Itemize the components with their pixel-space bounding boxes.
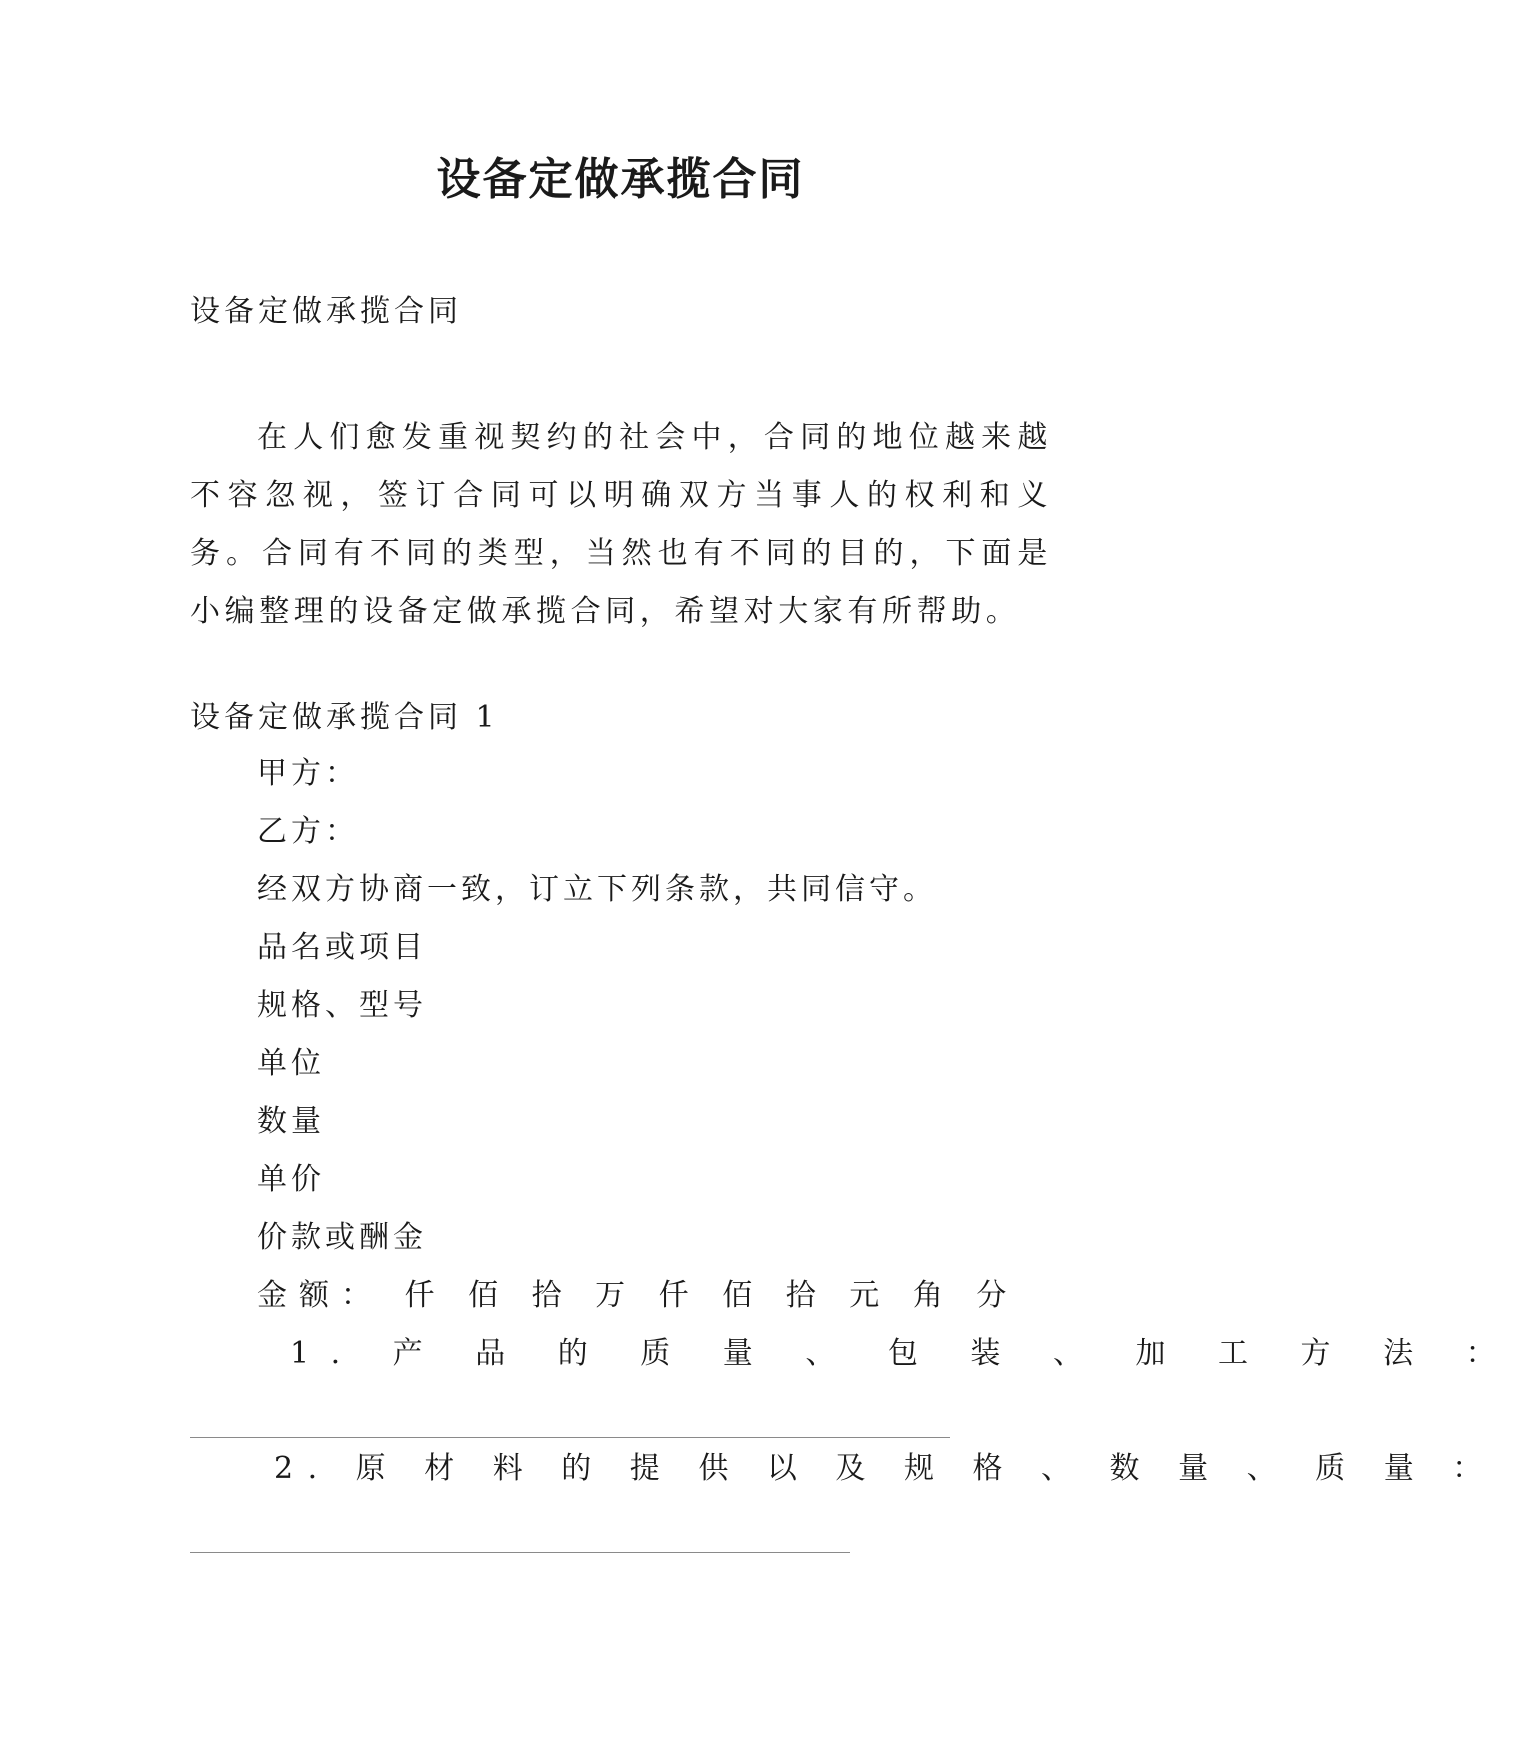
document-subtitle: 设备定做承揽合同 (190, 294, 462, 329)
item-name-label: 品名或项目 (257, 930, 427, 965)
clause-1-blank-line (190, 1437, 950, 1438)
quantity-label: 数量 (257, 1104, 325, 1139)
spec-model-label: 规格、型号 (257, 988, 427, 1023)
document-title: 设备定做承揽合同 (436, 154, 805, 205)
agreement-statement: 经双方协商一致，订立下列条款，共同信守。 (257, 872, 937, 907)
clause-1: 1. 产 品 的 质 量 、 包 装 、 加 工 方 法 ： (290, 1336, 1517, 1371)
unit-price-label: 单价 (257, 1162, 325, 1197)
party-a-label: 甲方： (257, 756, 359, 791)
unit-label: 单位 (257, 1046, 325, 1081)
payment-label: 价款或酬金 (257, 1220, 427, 1255)
intro-paragraph: 在人们愈发重视契约的社会中，合同的地位越来越不容忽视，签订合同可以明确双方当事人的权利和义务。合同有不同的类型，当然也有不同的目的，下面是小编整理的设备定做承揽合同，希望对大家有所帮助。 (190, 420, 1052, 629)
party-b-label: 乙方： (257, 814, 359, 849)
amount-line: 金额： 仟 佰 拾 万 仟 佰 拾 元 角 分 (257, 1278, 1019, 1313)
clause-2-blank-line (190, 1552, 850, 1553)
clause-2: 2. 原 材 料 的 提 供 以 及 规 格 、 数 量 、 质 量 ： (274, 1451, 1497, 1486)
section-heading: 设备定做承揽合同 1 (190, 700, 499, 735)
